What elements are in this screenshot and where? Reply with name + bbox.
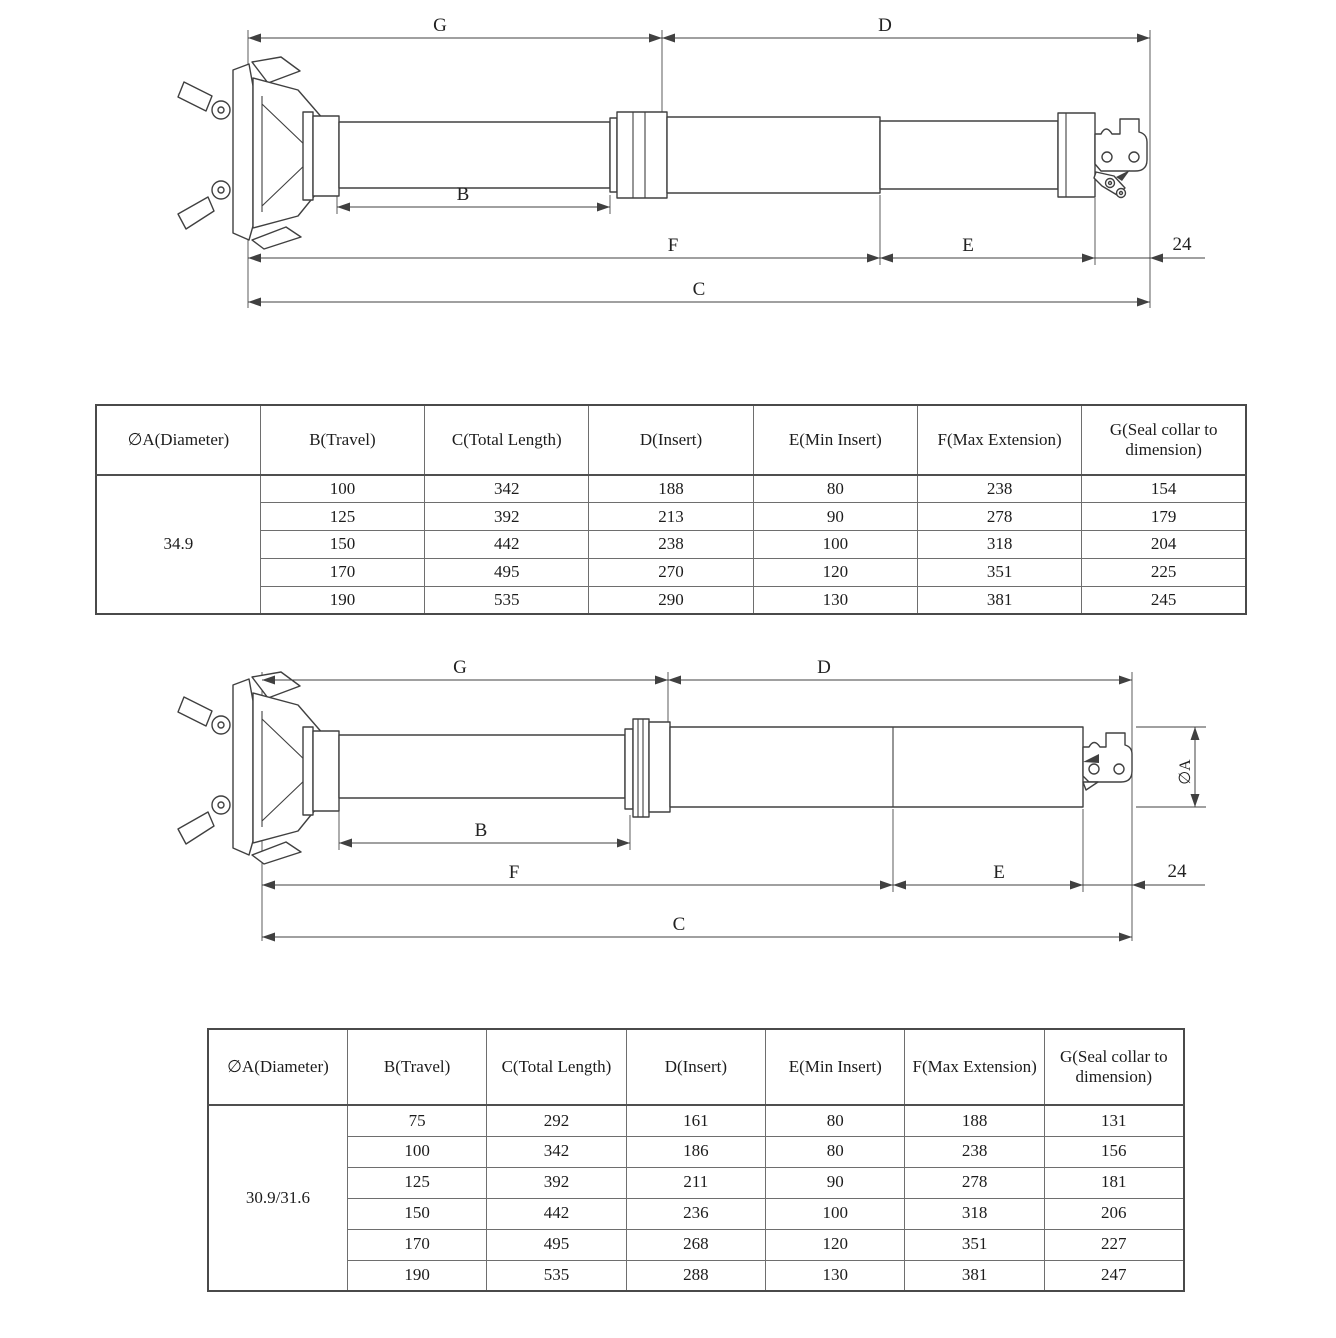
dim-label-g: G: [453, 657, 467, 678]
table-row: [96, 531, 1246, 559]
spec-cell: 225: [1082, 558, 1246, 586]
cell-diameter: 34.9: [96, 475, 260, 614]
col-header-seal-collar: G(Seal collar to dimension): [1082, 405, 1246, 475]
spec-cell: 318: [905, 1198, 1044, 1229]
spec-cell: 392: [425, 503, 589, 531]
dim-label-d: D: [817, 657, 831, 678]
spec-cell: 247: [1044, 1260, 1183, 1291]
spec-cell: 270: [589, 558, 753, 586]
seal-collar-top: [610, 112, 667, 198]
dim-label-f: F: [508, 862, 520, 883]
dim-label-g: G: [433, 15, 447, 36]
dimension-lines-bottom: [262, 676, 1206, 942]
spec-cell: 161: [626, 1105, 765, 1136]
spec-cell: 342: [425, 475, 589, 503]
header-row: [96, 405, 1246, 475]
spec-cell: 288: [626, 1260, 765, 1291]
spec-cell: 170: [347, 1229, 486, 1260]
spec-cell: 381: [905, 1260, 1044, 1291]
spec-cell: 278: [917, 503, 1081, 531]
spec-cell: 170: [260, 558, 424, 586]
spec-cell: 156: [1044, 1136, 1183, 1167]
spec-cell: 100: [347, 1136, 486, 1167]
spec-cell: 268: [626, 1229, 765, 1260]
spec-cell: 238: [905, 1136, 1044, 1167]
spec-cell: 125: [347, 1167, 486, 1198]
table-row: [208, 1229, 1184, 1260]
spec-cell: 125: [260, 503, 424, 531]
spec-cell: 442: [425, 531, 589, 559]
spec-cell: 75: [347, 1105, 486, 1136]
spec-cell: 100: [766, 1198, 905, 1229]
spec-cell: 535: [487, 1260, 626, 1291]
spec-cell: 120: [753, 558, 917, 586]
technical-drawing-top: [0, 0, 1336, 340]
dim-label-e: E: [962, 235, 974, 256]
spec-cell: 188: [589, 475, 753, 503]
spec-cell: 213: [589, 503, 753, 531]
spec-cell: 204: [1082, 531, 1246, 559]
spec-cell: 100: [753, 531, 917, 559]
spec-cell: 100: [260, 475, 424, 503]
spec-cell: 90: [753, 503, 917, 531]
table-row: [208, 1136, 1184, 1167]
spec-cell: 80: [753, 475, 917, 503]
dim-label-d: D: [878, 15, 892, 36]
table-row: [96, 586, 1246, 614]
col-header-max-extension: F(Max Extension): [905, 1029, 1044, 1105]
spec-cell: 186: [626, 1136, 765, 1167]
col-header-diameter: ∅A(Diameter): [208, 1029, 347, 1105]
spec-cell: 80: [766, 1136, 905, 1167]
spec-cell: 238: [917, 475, 1081, 503]
spec-cell: 392: [487, 1167, 626, 1198]
col-header-min-insert: E(Min Insert): [753, 405, 917, 475]
col-header-travel: B(Travel): [260, 405, 424, 475]
col-header-diameter: ∅A(Diameter): [96, 405, 260, 475]
dim-label-b: B: [456, 184, 470, 205]
spec-table-30-9-31-6: [207, 1028, 1185, 1292]
spec-cell: 442: [487, 1198, 626, 1229]
spec-cell: 131: [1044, 1105, 1183, 1136]
table-row: [96, 503, 1246, 531]
dim-label-b: B: [474, 820, 488, 841]
spec-cell: 351: [917, 558, 1081, 586]
col-header-total-length: C(Total Length): [487, 1029, 626, 1105]
col-header-total-length: C(Total Length): [425, 405, 589, 475]
table-row: [208, 1260, 1184, 1291]
spec-cell: 130: [753, 586, 917, 614]
col-header-max-extension: F(Max Extension): [917, 405, 1081, 475]
col-header-insert: D(Insert): [589, 405, 753, 475]
col-header-travel: B(Travel): [347, 1029, 486, 1105]
spec-cell: 190: [260, 586, 424, 614]
spec-table-34-9: [95, 404, 1247, 615]
dim-label-e: E: [993, 862, 1005, 883]
actuator-bracket-bottom: [1083, 733, 1132, 790]
spec-cell: 278: [905, 1167, 1044, 1198]
dim-label-f: F: [667, 235, 679, 256]
spec-cell: 181: [1044, 1167, 1183, 1198]
technical-drawing-bottom: [0, 640, 1336, 970]
dim-label-c: C: [672, 914, 686, 935]
lower-tube-bottom: [670, 727, 1083, 807]
spec-cell: 342: [487, 1136, 626, 1167]
spec-cell: 179: [1082, 503, 1246, 531]
spec-cell: 535: [425, 586, 589, 614]
spec-cell: 381: [917, 586, 1081, 614]
table-row: [208, 1167, 1184, 1198]
spec-cell: 495: [487, 1229, 626, 1260]
dim-label-24: 24: [1167, 861, 1187, 882]
spec-cell: 188: [905, 1105, 1044, 1136]
actuator-bracket-top: [1094, 119, 1147, 198]
spec-cell: 245: [1082, 586, 1246, 614]
header-row: [208, 1029, 1184, 1105]
spec-cell: 290: [589, 586, 753, 614]
spec-cell: 206: [1044, 1198, 1183, 1229]
col-header-seal-collar: G(Seal collar to dimension): [1044, 1029, 1183, 1105]
spec-cell: 150: [347, 1198, 486, 1229]
dim-label-diameter-a: ∅A: [1177, 759, 1194, 785]
spec-cell: 150: [260, 531, 424, 559]
spec-cell: 227: [1044, 1229, 1183, 1260]
spec-cell: 238: [589, 531, 753, 559]
table-row: [208, 1198, 1184, 1229]
spec-cell: 318: [917, 531, 1081, 559]
col-header-min-insert: E(Min Insert): [766, 1029, 905, 1105]
cell-diameter: 30.9/31.6: [208, 1105, 347, 1291]
spec-cell: 236: [626, 1198, 765, 1229]
lower-tube-top: [667, 113, 1095, 197]
spec-cell: 90: [766, 1167, 905, 1198]
table-row: [208, 1105, 1184, 1136]
spec-cell: 351: [905, 1229, 1044, 1260]
spec-cell: 130: [766, 1260, 905, 1291]
upper-tube-bottom: [303, 727, 625, 815]
spec-cell: 211: [626, 1167, 765, 1198]
dim-label-c: C: [692, 279, 706, 300]
spec-cell: 120: [766, 1229, 905, 1260]
table-row: [96, 558, 1246, 586]
spec-cell: 80: [766, 1105, 905, 1136]
table-row: [96, 475, 1246, 503]
spec-cell: 190: [347, 1260, 486, 1291]
dim-label-24: 24: [1172, 234, 1192, 255]
seal-collar-bottom: [625, 719, 670, 817]
spec-cell: 154: [1082, 475, 1246, 503]
spec-cell: 292: [487, 1105, 626, 1136]
spec-cell: 495: [425, 558, 589, 586]
col-header-insert: D(Insert): [626, 1029, 765, 1105]
